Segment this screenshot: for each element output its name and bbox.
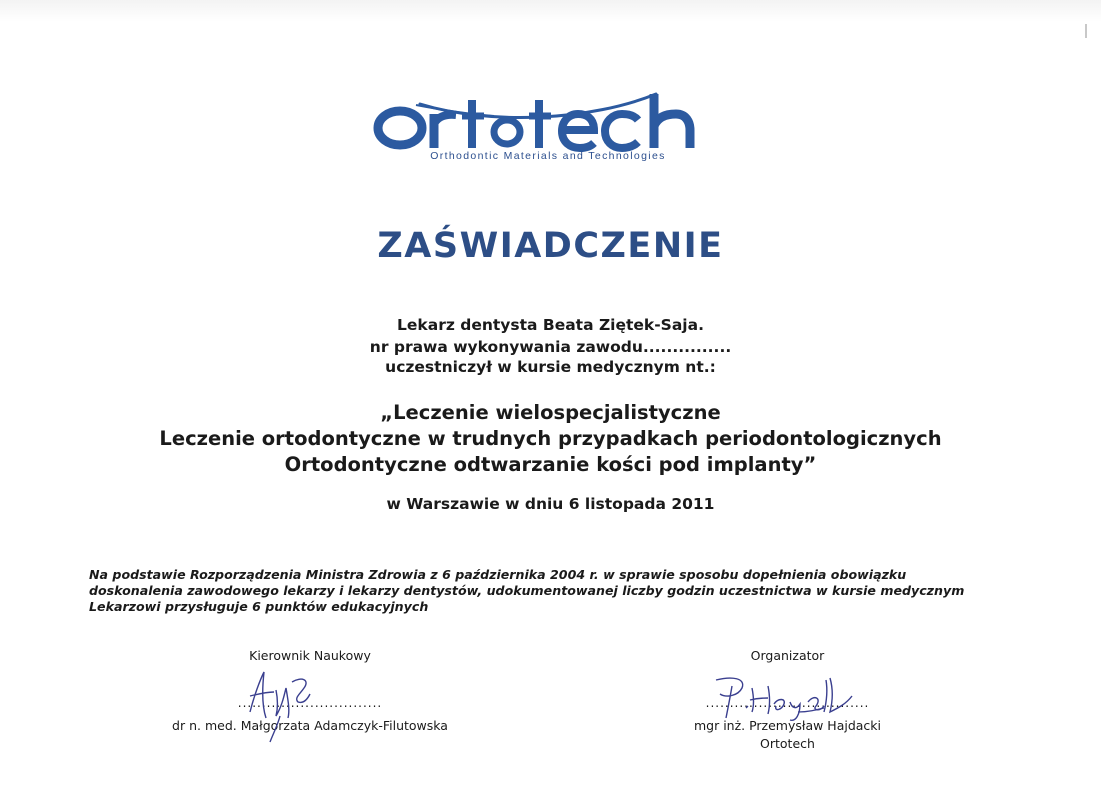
signatory-name: dr n. med. Małgorzata Adamczyk-Filutowska (172, 718, 448, 733)
legal-basis-paragraph (89, 567, 1069, 615)
recipient-line: Lekarz dentysta Beata Ziętek-Saja. (397, 316, 704, 334)
signature-dotted-line: .............................. (237, 696, 383, 710)
legal-line: Na podstawie Rozporządzenia Ministra Zdrowia z 6 października 2004 r. w sprawie sposobu dopełnienia obowiązku (89, 567, 907, 582)
license-number-line: nr prawa wykonywania zawodu............... (369, 338, 732, 356)
legal-line: doskonalenia zawodowego lekarzy i lekarzy dentystów, udokumentowanej liczby godzin uczestnictwa w kursie medycznym (89, 583, 965, 598)
scan-edge-mark (1085, 24, 1087, 38)
signatory-organization: Ortotech (760, 736, 815, 751)
legal-line: Lekarzowi przysługuje 6 punktów edukacyjnych (89, 599, 429, 614)
signatory-name: mgr inż. Przemysław Hajdacki (693, 718, 882, 733)
course-title-line: „Leczenie wielospecjalistyczne (380, 401, 721, 424)
handwritten-signature-left (232, 666, 327, 744)
course-title-line: Ortodontyczne odtwarzanie kości pod implanty” (284, 453, 817, 476)
certificate-title: ZAŚWIADCZENIE (377, 226, 724, 266)
signature-role: Kierownik Naukowy (249, 648, 371, 663)
signature-role: Organizator (750, 648, 825, 663)
signature-dotted-line: .................................. (705, 696, 870, 710)
ortotech-logo (372, 92, 724, 164)
logo-tagline: Orthodontic Materials and Technologies (430, 150, 666, 162)
ortotech-wordmark (372, 92, 724, 152)
handwritten-signature-right (712, 668, 872, 724)
course-date-line: w Warszawie w dniu 6 listopada 2011 (386, 495, 715, 513)
participation-line: uczestniczył w kursie medycznym nt.: (385, 358, 716, 376)
course-title-line: Leczenie ortodontyczne w trudnych przypadkach periodontologicznych (159, 427, 942, 450)
